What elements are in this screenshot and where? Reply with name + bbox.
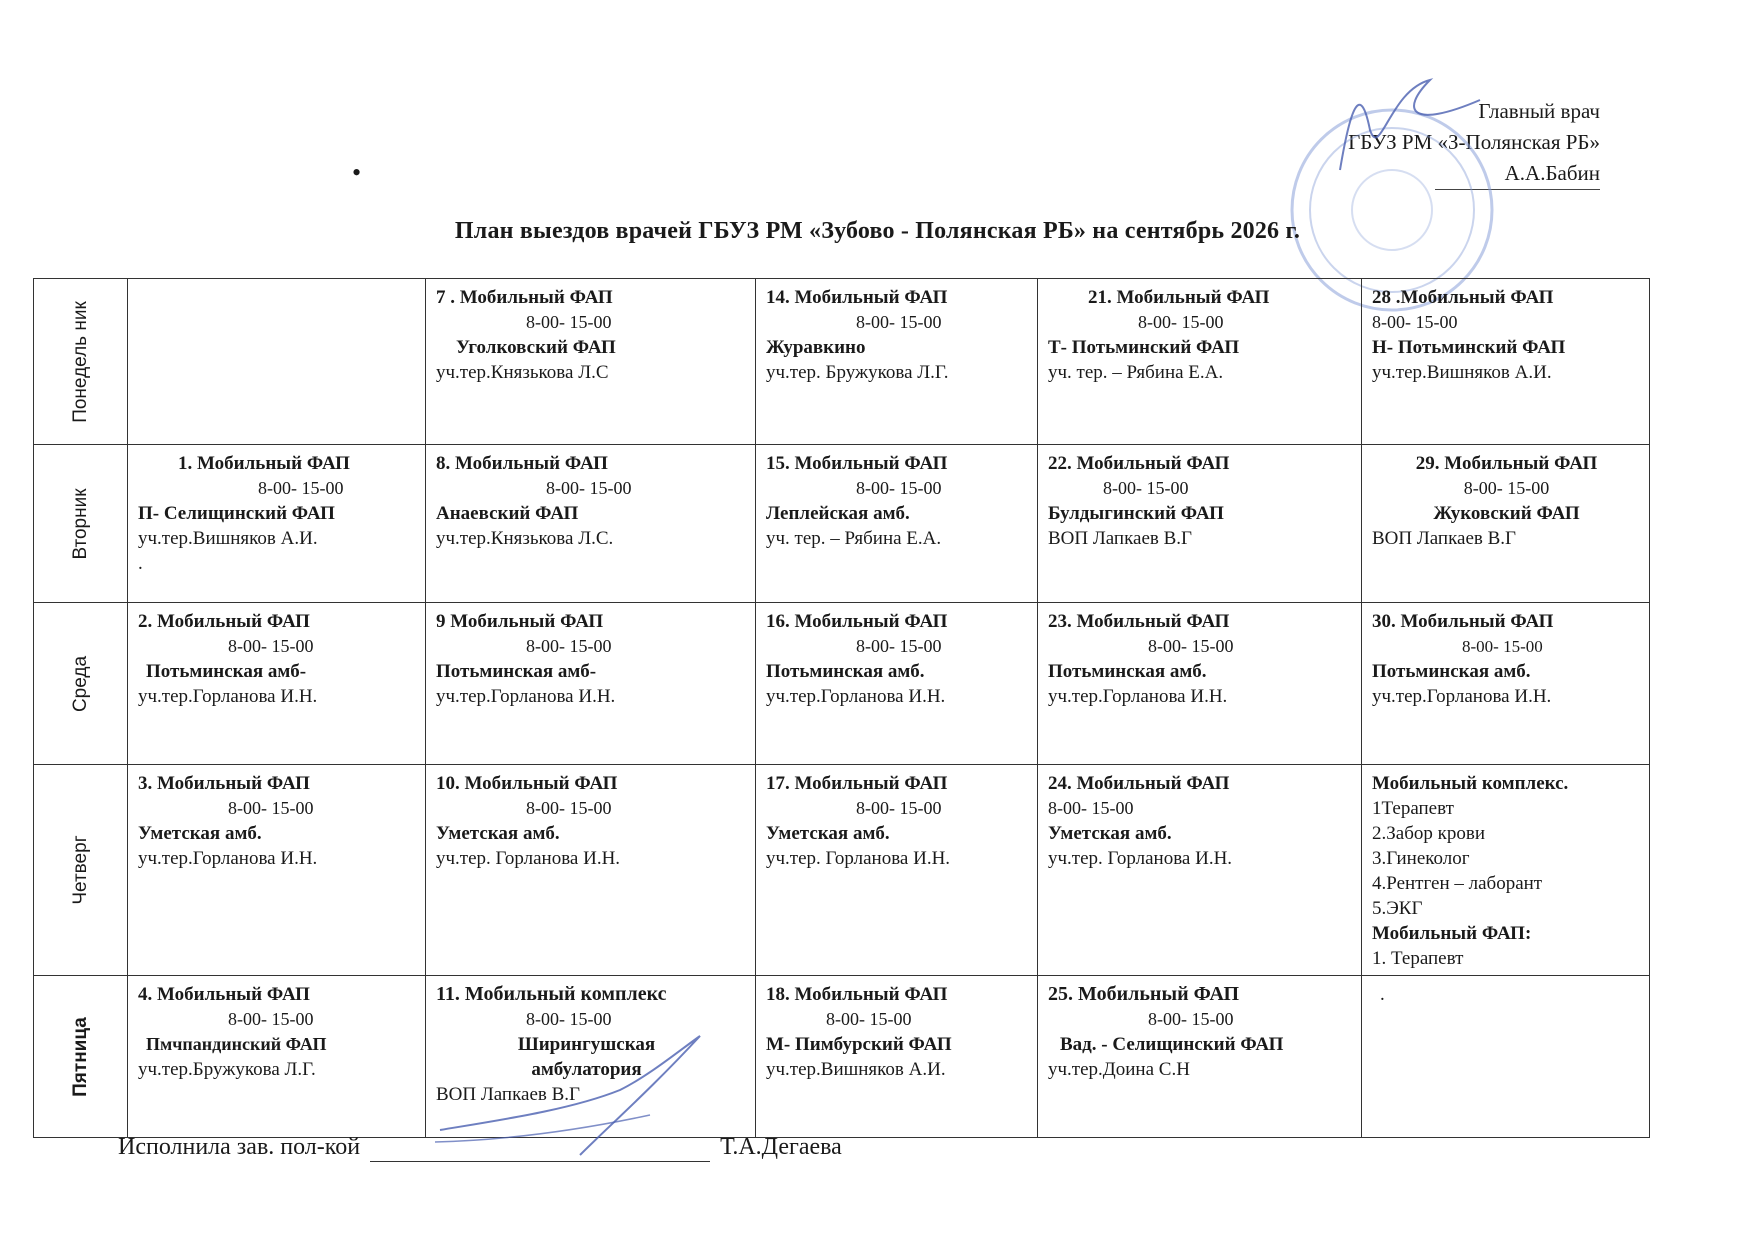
schedule-cell [1038, 603, 1362, 765]
cell-place: Потьминская амб. [766, 661, 925, 682]
cell-place: Потьминская амб. [1372, 661, 1531, 682]
cell-head: 9 Мобильный ФАП [436, 611, 604, 632]
schedule-cell [128, 765, 426, 976]
cell-doctor: уч.тер.Горланова И.Н. [1372, 686, 1552, 707]
cell-doctor: уч.тер.Горланова И.Н. [1048, 686, 1228, 707]
complex-item: 2.Забор крови [1372, 823, 1485, 844]
schedule-cell [1038, 765, 1362, 976]
cell-time: 8-00- 15-00 [526, 1009, 612, 1029]
cell-place: Уметская амб. [138, 823, 262, 844]
cell-time: 8-00- 15-00 [1148, 636, 1234, 656]
cell-time: 8-00- 15-00 [1372, 312, 1458, 332]
complex-title: Мобильный комплекс. [1372, 773, 1569, 794]
mobile-complex-cell [1362, 765, 1650, 976]
schedule-cell [1362, 445, 1650, 603]
day-cell-friday [34, 976, 128, 1138]
schedule-cell [756, 976, 1038, 1138]
schedule-cell [1362, 976, 1650, 1138]
approval-name: А.А.Бабин [1435, 158, 1600, 190]
cell-doctor: уч.тер.Бружукова Л.Г. [138, 1059, 316, 1080]
cell-time: 8-00- 15-00 [228, 1009, 314, 1029]
cell-time: 8-00- 15-00 [228, 798, 314, 818]
schedule-cell [128, 603, 426, 765]
cell-place: Вад. - Селищинский ФАП [1060, 1034, 1284, 1055]
cell-doctor: уч.тер.Князькова Л.С [436, 362, 609, 383]
cell-doctor: уч. тер. – Рябина Е.А. [766, 528, 942, 549]
cell-place: Ширингушская амбулатория [517, 1034, 656, 1080]
cell-extra: . [138, 553, 143, 574]
cell-head: 3. Мобильный ФАП [138, 773, 310, 794]
day-cell-thursday [34, 765, 128, 976]
cell-doctor: уч.тер. Горланова И.Н. [436, 848, 621, 869]
cell-head: 21. Мобильный ФАП [1088, 287, 1270, 308]
day-label: Вторник [69, 487, 91, 560]
cell-time: 8-00- 15-00 [546, 478, 632, 498]
cell-doctor: уч.тер.Горланова И.Н. [138, 848, 318, 869]
cell-time: 8-00- 15-00 [1463, 478, 1550, 498]
schedule-cell [426, 603, 756, 765]
footer-prefix: Исполнила зав. пол-кой [118, 1134, 361, 1160]
cell-head: . [1380, 984, 1385, 1005]
day-cell-tuesday [34, 445, 128, 603]
cell-place: Потьминская амб- [146, 661, 307, 682]
cell-head: 2. Мобильный ФАП [138, 611, 310, 632]
day-cell-monday [34, 279, 128, 445]
cell-time: 8-00- 15-00 [856, 312, 942, 332]
cell-time: 8-00- 15-00 [1103, 478, 1189, 498]
cell-doctor: уч.тер.Вишняков А.И. [1372, 362, 1552, 383]
cell-time: 8-00- 15-00 [1138, 312, 1224, 332]
cell-doctor: ВОП Лапкаев В.Г [1048, 528, 1193, 549]
director-signature [1310, 70, 1510, 180]
schedule-cell [756, 279, 1038, 445]
cell-time: 8-00- 15-00 [1462, 637, 1543, 656]
row-wednesday [34, 603, 1650, 765]
day-label: Среда [69, 655, 91, 712]
day-label: Понедель ник [69, 300, 91, 423]
approval-position: Главный врач [1478, 99, 1600, 123]
cell-head: 15. Мобильный ФАП [766, 453, 948, 474]
cell-place: М- Пимбурский ФАП [766, 1034, 952, 1055]
cell-time: 8-00- 15-00 [526, 312, 612, 332]
schedule-cell [1038, 976, 1362, 1138]
cell-head: 8. Мобильный ФАП [436, 453, 608, 474]
footer-name: Т.А.Дегаева [720, 1134, 842, 1160]
cell-head: 7 . Мобильный ФАП [436, 287, 613, 308]
cell-time: 8-00- 15-00 [526, 636, 612, 656]
cell-head: 23. Мобильный ФАП [1048, 611, 1230, 632]
cell-head: 22. Мобильный ФАП [1048, 453, 1230, 474]
schedule-cell [756, 765, 1038, 976]
cell-place: Потьминская амб- [436, 661, 597, 682]
complex-item: 1Терапевт [1372, 798, 1454, 819]
cell-doctor: уч.тер.Вишняков А.И. [766, 1059, 946, 1080]
schedule-cell [426, 445, 756, 603]
cell-place: Леплейская амб. [766, 503, 910, 524]
cell-head: 17. Мобильный ФАП [766, 773, 948, 794]
schedule-cell [128, 976, 426, 1138]
schedule-cell [426, 279, 756, 445]
cell-doctor: уч.тер. Горланова И.Н. [766, 848, 951, 869]
cell-head: 14. Мобильный ФАП [766, 287, 948, 308]
cell-head: 24. Мобильный ФАП [1048, 773, 1230, 794]
cell-doctor: ВОП Лапкаев В.Г [436, 1084, 581, 1105]
complex-item: 5.ЭКГ [1372, 898, 1423, 919]
cell-place: Журавкино [766, 337, 866, 358]
cell-head: 18. Мобильный ФАП [766, 984, 948, 1005]
schedule-cell-empty [128, 279, 426, 445]
cell-head: 11. Мобильный комплекс [436, 983, 667, 1005]
schedule-cell [756, 603, 1038, 765]
approval-organization: ГБУЗ РМ «З-Полянская РБ» [1348, 130, 1600, 154]
cell-head: 25. Мобильный ФАП [1048, 983, 1240, 1005]
schedule-cell [756, 445, 1038, 603]
cell-place: Потьминская амб. [1048, 661, 1207, 682]
cell-place: Булдыгинский ФАП [1048, 503, 1224, 524]
cell-doctor: уч.тер.Горланова И.Н. [766, 686, 946, 707]
schedule-cell [1362, 279, 1650, 445]
cell-place: Анаевский ФАП [436, 503, 579, 524]
schedule-cell [426, 765, 756, 976]
cell-doctor: уч.тер. Горланова И.Н. [1048, 848, 1233, 869]
cell-time: 8-00- 15-00 [856, 478, 942, 498]
cell-head: 30. Мобильный ФАП [1372, 611, 1554, 632]
cell-doctor: уч.тер. Бружукова Л.Г. [766, 362, 949, 383]
page-title: План выездов врачей ГБУЗ РМ «Зубово - Полянская РБ» на сентябрь 2026 г. [454, 218, 1301, 244]
cell-place: Уголковский ФАП [456, 337, 616, 358]
cell-time: 8-00- 15-00 [1048, 798, 1134, 818]
schedule-table [33, 278, 1650, 1138]
cell-time: 8-00- 15-00 [1148, 1009, 1234, 1029]
cell-doctor: уч.тер.Князькова Л.С. [436, 528, 614, 549]
cell-place: Уметская амб. [766, 823, 890, 844]
schedule-cell [128, 445, 426, 603]
day-label: Четверг [69, 835, 91, 905]
cell-place: П- Селищинский ФАП [138, 503, 335, 524]
cell-head: 28 .Мобильный ФАП [1372, 287, 1554, 308]
cell-head: 10. Мобильный ФАП [436, 773, 618, 794]
footer-signature-line [118, 1134, 842, 1162]
schedule-cell [1038, 445, 1362, 603]
cell-time: 8-00- 15-00 [826, 1009, 912, 1029]
cell-head: 4. Мобильный ФАП [138, 984, 310, 1005]
row-monday [34, 279, 1650, 445]
day-cell-wednesday [34, 603, 128, 765]
complex-item: 4.Рентген – лаборант [1372, 873, 1543, 894]
cell-time: 8-00- 15-00 [258, 478, 344, 498]
cell-head: 29. Мобильный ФАП [1415, 453, 1598, 474]
complex-item: 3.Гинеколог [1372, 848, 1470, 869]
cell-doctor: уч.тер.Доина С.Н [1048, 1059, 1190, 1080]
cell-place: Т- Потьминский ФАП [1048, 337, 1240, 358]
cell-place: Уметская амб. [1048, 823, 1172, 844]
cell-head: 16. Мобильный ФАП [766, 611, 948, 632]
cell-place: Уметская амб. [436, 823, 560, 844]
day-label: Пятница [69, 1016, 91, 1097]
schedule-cell [1362, 603, 1650, 765]
cell-doctor: уч.тер.Горланова И.Н. [436, 686, 616, 707]
cell-time: 8-00- 15-00 [526, 798, 612, 818]
cell-doctor: ВОП Лапкаев В.Г [1372, 528, 1517, 549]
cell-head: 1. Мобильный ФАП [178, 453, 350, 474]
cell-doctor: уч.тер.Горланова И.Н. [138, 686, 318, 707]
cell-doctor: уч. тер. – Рябина Е.А. [1048, 362, 1224, 383]
cell-doctor: уч.тер.Вишняков А.И. [138, 528, 318, 549]
cell-time: 8-00- 15-00 [228, 636, 314, 656]
dot-mark: • [352, 158, 362, 187]
row-friday [34, 976, 1650, 1138]
cell-place: Жуковский ФАП [1433, 503, 1580, 524]
cell-time: 8-00- 15-00 [856, 636, 942, 656]
signature-blank [370, 1134, 710, 1162]
cell-place: Пмчпандинский ФАП [146, 1034, 327, 1054]
cell-place: Н- Потьминский ФАП [1372, 337, 1566, 358]
complex-subitem: 1. Терапевт [1372, 948, 1464, 969]
row-thursday [34, 765, 1650, 976]
cell-time: 8-00- 15-00 [856, 798, 942, 818]
complex-subtitle: Мобильный ФАП: [1372, 923, 1532, 944]
schedule-cell [1038, 279, 1362, 445]
row-tuesday [34, 445, 1650, 603]
